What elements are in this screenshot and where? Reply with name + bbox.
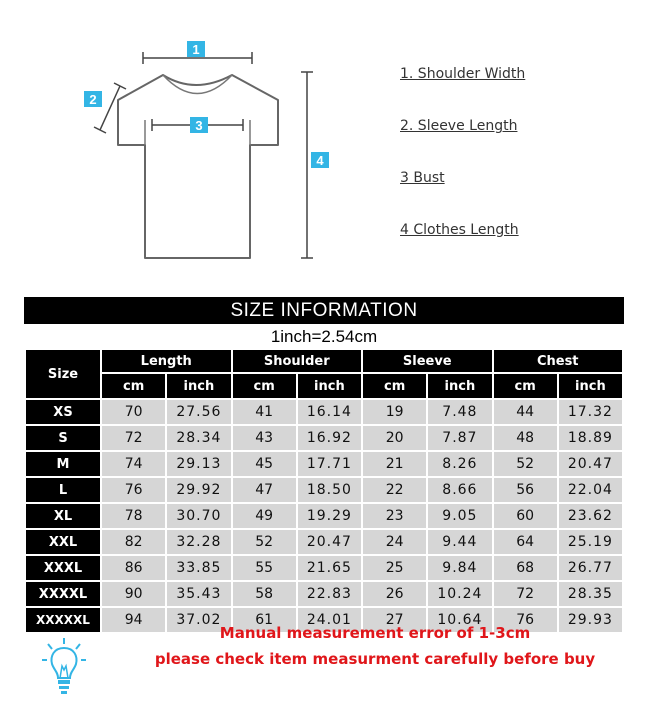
group-header-length: Length: [102, 350, 231, 372]
table-cell: 20: [363, 426, 426, 450]
table-cell: 25: [363, 556, 426, 580]
table-cell: 18.89: [559, 426, 622, 450]
table-cell: 90: [102, 582, 165, 606]
table-cell: 30.70: [167, 504, 230, 528]
legend-bust: 3 Bust: [400, 170, 445, 186]
table-row: [26, 478, 622, 502]
table-cell: 9.05: [428, 504, 491, 528]
table-cell: 29.13: [167, 452, 230, 476]
table-cell: 22.83: [298, 582, 361, 606]
table-cell: 52: [494, 452, 557, 476]
table-row: [26, 452, 622, 476]
table-row: [26, 426, 622, 450]
measurement-legend: [400, 66, 525, 274]
size-label: L: [26, 478, 100, 502]
table-row: [26, 556, 622, 580]
marker-4: 4: [316, 153, 324, 168]
table-cell: 86: [102, 556, 165, 580]
table-cell: 28.34: [167, 426, 230, 450]
table-cell: 41: [233, 400, 296, 424]
tshirt-measurement-diagram: [0, 0, 648, 290]
table-cell: 76: [102, 478, 165, 502]
table-cell: 48: [494, 426, 557, 450]
table-cell: 27: [363, 608, 426, 632]
table-cell: 18.50: [298, 478, 361, 502]
table-cell: 78: [102, 504, 165, 528]
table-cell: 24.01: [298, 608, 361, 632]
group-header-shoulder: Shoulder: [233, 350, 362, 372]
unit-conversion: 1inch=2.54cm: [270, 327, 378, 346]
table-cell: 29.92: [167, 478, 230, 502]
unit-header: inch: [298, 374, 361, 398]
table-cell: 25.19: [559, 530, 622, 554]
table-cell: 56: [494, 478, 557, 502]
table-cell: 17.32: [559, 400, 622, 424]
table-cell: 26.77: [559, 556, 622, 580]
table-cell: 17.71: [298, 452, 361, 476]
size-label: XXL: [26, 530, 100, 554]
table-cell: 23.62: [559, 504, 622, 528]
table-cell: 37.02: [167, 608, 230, 632]
table-cell: 8.26: [428, 452, 491, 476]
measurement-notice: [120, 620, 630, 672]
table-cell: 22.04: [559, 478, 622, 502]
table-cell: 21: [363, 452, 426, 476]
size-label: XXXL: [26, 556, 100, 580]
table-cell: 32.28: [167, 530, 230, 554]
table-cell: 10.64: [428, 608, 491, 632]
marker-3: 3: [195, 118, 203, 133]
table-row: [26, 400, 622, 424]
tshirt-outline: [118, 75, 278, 258]
unit-header: inch: [167, 374, 230, 398]
table-cell: 43: [233, 426, 296, 450]
group-header-sleeve: Sleeve: [363, 350, 492, 372]
table-cell: 55: [233, 556, 296, 580]
table-cell: 20.47: [559, 452, 622, 476]
table-cell: 33.85: [167, 556, 230, 580]
table-cell: 44: [494, 400, 557, 424]
table-cell: 8.66: [428, 478, 491, 502]
size-label: XS: [26, 400, 100, 424]
size-label: S: [26, 426, 100, 450]
table-cell: 28.35: [559, 582, 622, 606]
table-cell: 24: [363, 530, 426, 554]
table-cell: 72: [494, 582, 557, 606]
unit-header: cm: [233, 374, 296, 398]
unit-header: cm: [494, 374, 557, 398]
table-cell: 16.92: [298, 426, 361, 450]
table-row: [26, 530, 622, 554]
notice-line-2: please check item measurment carefully before buy: [154, 650, 596, 668]
size-label: XXXXL: [26, 582, 100, 606]
marker-1: 1: [192, 42, 200, 57]
table-cell: 27.56: [167, 400, 230, 424]
size-label: M: [26, 452, 100, 476]
table-cell: 29.93: [559, 608, 622, 632]
size-label: XXXXXL: [26, 608, 100, 632]
table-cell: 47: [233, 478, 296, 502]
legend-sleeve-length: 2. Sleeve Length: [400, 118, 518, 134]
size-label: XL: [26, 504, 100, 528]
unit-header: inch: [428, 374, 491, 398]
size-table: [24, 348, 624, 634]
table-cell: 26: [363, 582, 426, 606]
table-cell: 76: [494, 608, 557, 632]
table-cell: 68: [494, 556, 557, 580]
table-cell: 16.14: [298, 400, 361, 424]
table-cell: 61: [233, 608, 296, 632]
group-header-chest: Chest: [494, 350, 623, 372]
table-cell: 9.84: [428, 556, 491, 580]
table-cell: 49: [233, 504, 296, 528]
unit-header: cm: [363, 374, 426, 398]
table-cell: 19.29: [298, 504, 361, 528]
table-cell: 7.48: [428, 400, 491, 424]
legend-shoulder-width: 1. Shoulder Width: [400, 66, 526, 82]
table-row: [26, 504, 622, 528]
table-cell: 60: [494, 504, 557, 528]
table-cell: 64: [494, 530, 557, 554]
notice-line-1: Manual measurement error of 1-3cm: [219, 624, 531, 642]
table-row: [26, 582, 622, 606]
table-cell: 82: [102, 530, 165, 554]
unit-header: cm: [102, 374, 165, 398]
table-cell: 72: [102, 426, 165, 450]
table-cell: 35.43: [167, 582, 230, 606]
table-cell: 74: [102, 452, 165, 476]
lightbulb-icon: [40, 636, 88, 696]
legend-clothes-length: 4 Clothes Length: [400, 222, 519, 238]
table-cell: 94: [102, 608, 165, 632]
table-cell: 23: [363, 504, 426, 528]
table-cell: 7.87: [428, 426, 491, 450]
size-information-banner: SIZE INFORMATION: [24, 297, 624, 324]
table-cell: 52: [233, 530, 296, 554]
size-table-body: [26, 400, 622, 632]
table-cell: 19: [363, 400, 426, 424]
table-cell: 10.24: [428, 582, 491, 606]
table-cell: 21.65: [298, 556, 361, 580]
table-cell: 70: [102, 400, 165, 424]
table-cell: 20.47: [298, 530, 361, 554]
table-cell: 22: [363, 478, 426, 502]
table-cell: 9.44: [428, 530, 491, 554]
size-header: Size: [26, 350, 100, 398]
table-cell: 45: [233, 452, 296, 476]
marker-2: 2: [89, 92, 97, 107]
unit-header: inch: [559, 374, 622, 398]
table-cell: 58: [233, 582, 296, 606]
